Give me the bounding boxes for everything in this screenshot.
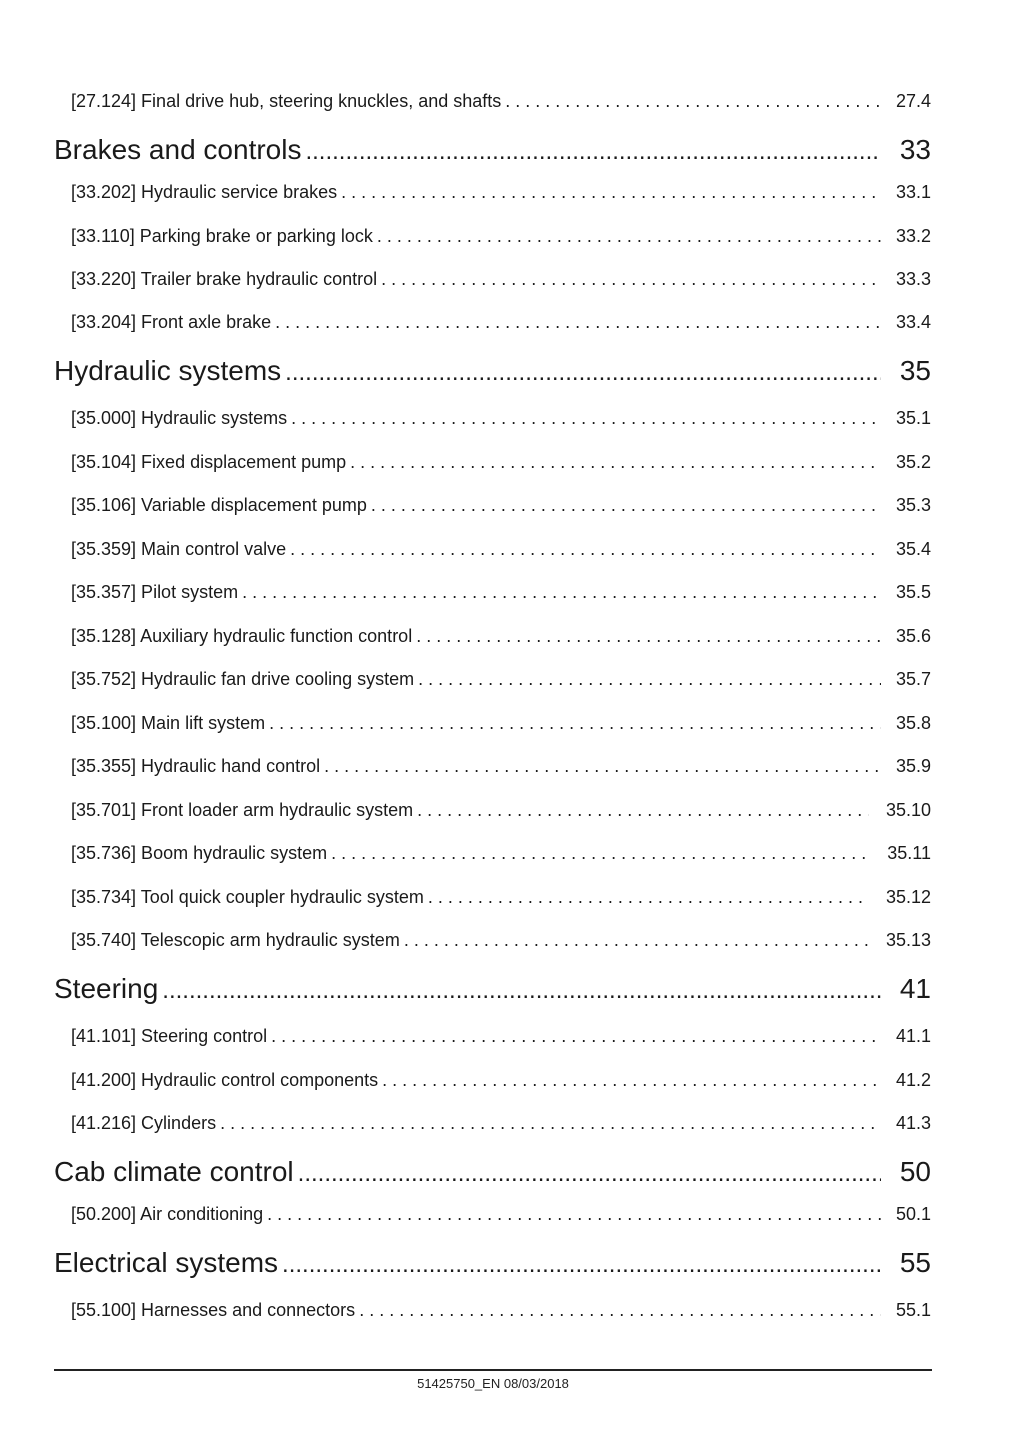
toc-entry-title: [35.740] Telescopic arm hydraulic system — [71, 930, 400, 950]
toc-entry-title: [35.128] Auxiliary hydraulic function control — [71, 626, 413, 646]
toc-entry-page: 33.4 — [895, 312, 931, 332]
toc-dot-leader — [282, 1248, 881, 1280]
toc-entry-35-752[interactable] — [71, 668, 931, 690]
toc-section-page: 35 — [899, 355, 931, 386]
toc-entry-35-740[interactable] — [71, 929, 931, 951]
toc-entry-55-100[interactable] — [71, 1299, 931, 1321]
toc-entry-page: 41.1 — [895, 1026, 931, 1046]
toc-entry-title: [41.200] Hydraulic control components — [71, 1070, 379, 1090]
toc-section-page: 41 — [899, 973, 931, 1004]
toc-entry-35-000[interactable] — [71, 407, 931, 429]
toc-entry-page: 55.1 — [895, 1300, 931, 1320]
toc-entry-page: 35.6 — [895, 626, 931, 646]
toc-entry-27-124[interactable] — [71, 90, 931, 112]
toc-entry-title: [35.701] Front loader arm hydraulic system — [71, 800, 414, 820]
toc-entry-41-200[interactable] — [71, 1069, 931, 1091]
toc-entry-title: [35.357] Pilot system — [71, 582, 239, 602]
toc-entry-35-734[interactable] — [71, 886, 931, 908]
toc-entry-page: 35.9 — [895, 756, 931, 776]
toc-entry-35-359[interactable] — [71, 538, 931, 560]
toc-entry-page: 50.1 — [895, 1204, 931, 1224]
toc-section-50[interactable] — [54, 1155, 931, 1189]
toc-dot-leader — [285, 356, 881, 388]
toc-entry-page: 35.4 — [895, 539, 931, 559]
toc-entry-35-106[interactable] — [71, 494, 931, 516]
toc-entry-page: 35.1 — [895, 408, 931, 428]
toc-section-title: Steering — [54, 973, 159, 1004]
toc-entry-page: 33.3 — [895, 269, 931, 289]
toc-entry-35-128[interactable] — [71, 625, 931, 647]
toc-entry-page: 35.2 — [895, 452, 931, 472]
toc-entry-title: [27.124] Final drive hub, steering knuckles, and shafts — [71, 91, 502, 111]
toc-entry-35-355[interactable] — [71, 755, 931, 777]
toc-dot-leader — [162, 974, 881, 1006]
toc-section-page: 55 — [899, 1247, 931, 1278]
toc-section-page: 50 — [899, 1156, 931, 1187]
toc-dot-leader — [220, 1112, 881, 1134]
toc-section-title: Brakes and controls — [54, 134, 302, 165]
toc-entry-title: [41.101] Steering control — [71, 1026, 268, 1046]
toc-entry-title: [35.000] Hydraulic systems — [71, 408, 288, 428]
footer-divider — [54, 1369, 932, 1371]
toc-dot-leader — [275, 311, 881, 333]
toc-entry-page: 35.11 — [887, 843, 931, 863]
toc-entry-title: [55.100] Harnesses and connectors — [71, 1300, 356, 1320]
toc-section-title: Electrical systems — [54, 1247, 279, 1278]
toc-dot-leader — [350, 451, 881, 473]
toc-entry-50-200[interactable] — [71, 1203, 931, 1225]
toc-entry-page: 35.7 — [895, 669, 931, 689]
toc-dot-leader — [271, 1025, 881, 1047]
toc-section-55[interactable] — [54, 1246, 931, 1280]
toc-entry-page: 41.2 — [895, 1070, 931, 1090]
toc-entry-35-736[interactable] — [71, 842, 931, 864]
toc-dot-leader — [331, 842, 869, 864]
toc-entry-title: [33.202] Hydraulic service brakes — [71, 182, 338, 202]
toc-entry-35-701[interactable] — [71, 799, 931, 821]
toc-entry-page: 35.3 — [895, 495, 931, 515]
toc-entry-41-101[interactable] — [71, 1025, 931, 1047]
toc-entry-title: [35.100] Main lift system — [71, 713, 266, 733]
toc-dot-leader — [404, 929, 869, 951]
toc-entry-page: 35.8 — [895, 713, 931, 733]
toc-dot-leader — [324, 755, 881, 777]
toc-dot-leader — [291, 407, 881, 429]
toc-entry-33-204[interactable] — [71, 311, 931, 333]
toc-entry-page: 35.10 — [885, 800, 931, 820]
toc-entry-page: 35.5 — [895, 582, 931, 602]
toc-entry-title: [33.204] Front axle brake — [71, 312, 272, 332]
toc-dot-leader — [416, 625, 881, 647]
toc-dot-leader — [377, 225, 881, 247]
toc-entry-35-100[interactable] — [71, 712, 931, 734]
toc-section-35[interactable] — [54, 354, 931, 388]
toc-entry-title: [35.355] Hydraulic hand control — [71, 756, 321, 776]
toc-entry-title: [33.220] Trailer brake hydraulic control — [71, 269, 378, 289]
toc-dot-leader — [242, 581, 881, 603]
toc-entry-title: [35.752] Hydraulic fan drive cooling system — [71, 669, 415, 689]
toc-section-33[interactable] — [54, 133, 931, 167]
toc-dot-leader — [305, 135, 881, 167]
toc-dot-leader — [298, 1157, 881, 1189]
toc-entry-33-202[interactable] — [71, 181, 931, 203]
footer-document-id: 51425750_EN 08/03/2018 — [417, 1376, 569, 1391]
toc-entry-41-216[interactable] — [71, 1112, 931, 1134]
toc-dot-leader — [381, 268, 881, 290]
toc-dot-leader — [428, 886, 869, 908]
toc-entry-page: 27.4 — [895, 91, 931, 111]
toc-entry-page: 33.2 — [895, 226, 931, 246]
toc-entry-title: [50.200] Air conditioning — [71, 1204, 264, 1224]
toc-dot-leader — [269, 712, 881, 734]
toc-section-title: Cab climate control — [54, 1156, 294, 1187]
toc-dot-leader — [290, 538, 881, 560]
toc-dot-leader — [267, 1203, 881, 1225]
toc-entry-title: [41.216] Cylinders — [71, 1113, 217, 1133]
toc-section-page: 33 — [899, 134, 931, 165]
toc-entry-page: 33.1 — [895, 182, 931, 202]
toc-entry-33-220[interactable] — [71, 268, 931, 290]
toc-entry-title: [33.110] Parking brake or parking lock — [71, 226, 373, 246]
toc-entry-page: 35.12 — [885, 887, 931, 907]
toc-dot-leader — [371, 494, 881, 516]
toc-dot-leader — [505, 90, 881, 112]
toc-entry-page: 35.13 — [885, 930, 931, 950]
toc-entry-title: [35.106] Variable displacement pump — [71, 495, 367, 515]
toc-entry-title: [35.734] Tool quick coupler hydraulic system — [71, 887, 424, 907]
toc-dot-leader — [382, 1069, 881, 1091]
toc-section-41[interactable] — [54, 972, 931, 1006]
toc-entry-35-357[interactable] — [71, 581, 931, 603]
toc-dot-leader — [341, 181, 881, 203]
toc-dot-leader — [417, 799, 869, 821]
toc-section-title: Hydraulic systems — [54, 355, 282, 386]
toc-entry-title: [35.104] Fixed displacement pump — [71, 452, 347, 472]
toc-entry-title: [35.359] Main control valve — [71, 539, 287, 559]
toc-dot-leader — [359, 1299, 881, 1321]
toc-entry-page: 41.3 — [895, 1113, 931, 1133]
toc-entry-35-104[interactable] — [71, 451, 931, 473]
toc-dot-leader — [418, 668, 881, 690]
toc-entry-33-110[interactable] — [71, 225, 931, 247]
toc-entry-title: [35.736] Boom hydraulic system — [71, 843, 328, 863]
